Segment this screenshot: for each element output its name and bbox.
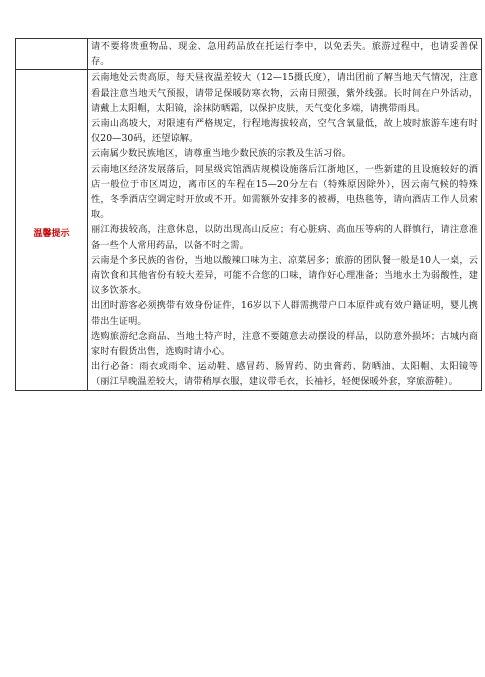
table-row	[16, 70, 482, 390]
tips-content-cell	[88, 70, 482, 390]
tips-label-cell	[16, 70, 88, 390]
tip-paragraph-documents: 出团时游客必须携带有效身份证件，16岁以下人群需携带户口本原件或有效户籍证明，婴儿携带出生证明。	[91, 300, 478, 327]
tips-table	[15, 38, 482, 391]
tips-label: 温馨提示	[33, 228, 70, 239]
tip-paragraph-food: 云南是个多民族的省份，当地以酸辣口味为主、凉菜居多；旅游的团队餐一般是10人一桌，云南饮食和其他省份有较大差异，可能不合您的口味，请作好心理准备；当地水土为弱酸性，建议多饮茶水。	[91, 254, 478, 297]
tip-paragraph-shopping: 选购旅游纪念商品、当地土特产时，注意不要随意去动摆设的样品，以防意外损坏；古城内商家时有假货出售，选购时请小心。	[91, 330, 478, 358]
tip-paragraph-altitude: 丽江海拔较高，注意休息，以防出现高山反应；有心脏病、高血压等病的人群慎行，请注意准备一些个人常用药品，以备不时之需。	[91, 224, 478, 251]
empty-label-cell	[16, 39, 88, 70]
tip-paragraph-packing: 出行必备：雨衣或雨伞、运动鞋、感冒药、肠胃药、防虫膏药、防晒油、太阳帽、太阳镜等（丽江早晚温差较大，请带稍厚衣服，建议带毛衣，长袖衫，轻便保暖外套，穿旅游鞋）。	[91, 361, 478, 388]
top-note-cell	[88, 39, 482, 70]
top-note-text: 请不要将贵重物品、现金、急用药品放在托运行李中，以免丢失。旅游过程中，也请妥善保存。	[91, 41, 478, 68]
tip-paragraph-road: 云南山高坡大，对限速有严格规定，行程地海拔较高，空气含氧量低，故上坡时旅游车速有时仅20—30码，还望谅解。	[91, 118, 478, 145]
tip-paragraph-customs: 云南属少数民族地区，请尊重当地少数民族的宗教及生活习俗。	[91, 148, 352, 160]
table-row	[16, 39, 482, 70]
tip-paragraph-hotel: 云南地区经济发展落后，同星级宾馆酒店规模设施落后江浙地区，一些新建的且设施较好的酒店一般位于市区周边，离市区的车程在15—20分左右（特殊原因除外），因云南气候的特殊性，冬季酒店空调定时开放或不开。如需额外安排多的被褥，电热毯等，请向酒店工作人员索取。	[91, 163, 478, 221]
tip-paragraph-weather: 云南地处云贵高原，每天昼夜温差较大（12—15摄氏度），请出团前了解当地天气情况，注意看最注意当地天气预报，请带足保暖防寒衣物，云南日照强，紫外线强。长时间在户外活动，请戴上太阳帽，太阳镜，涂抹防晒霜，以保护皮肤，天气变化多端，请携带雨具。	[91, 72, 478, 114]
